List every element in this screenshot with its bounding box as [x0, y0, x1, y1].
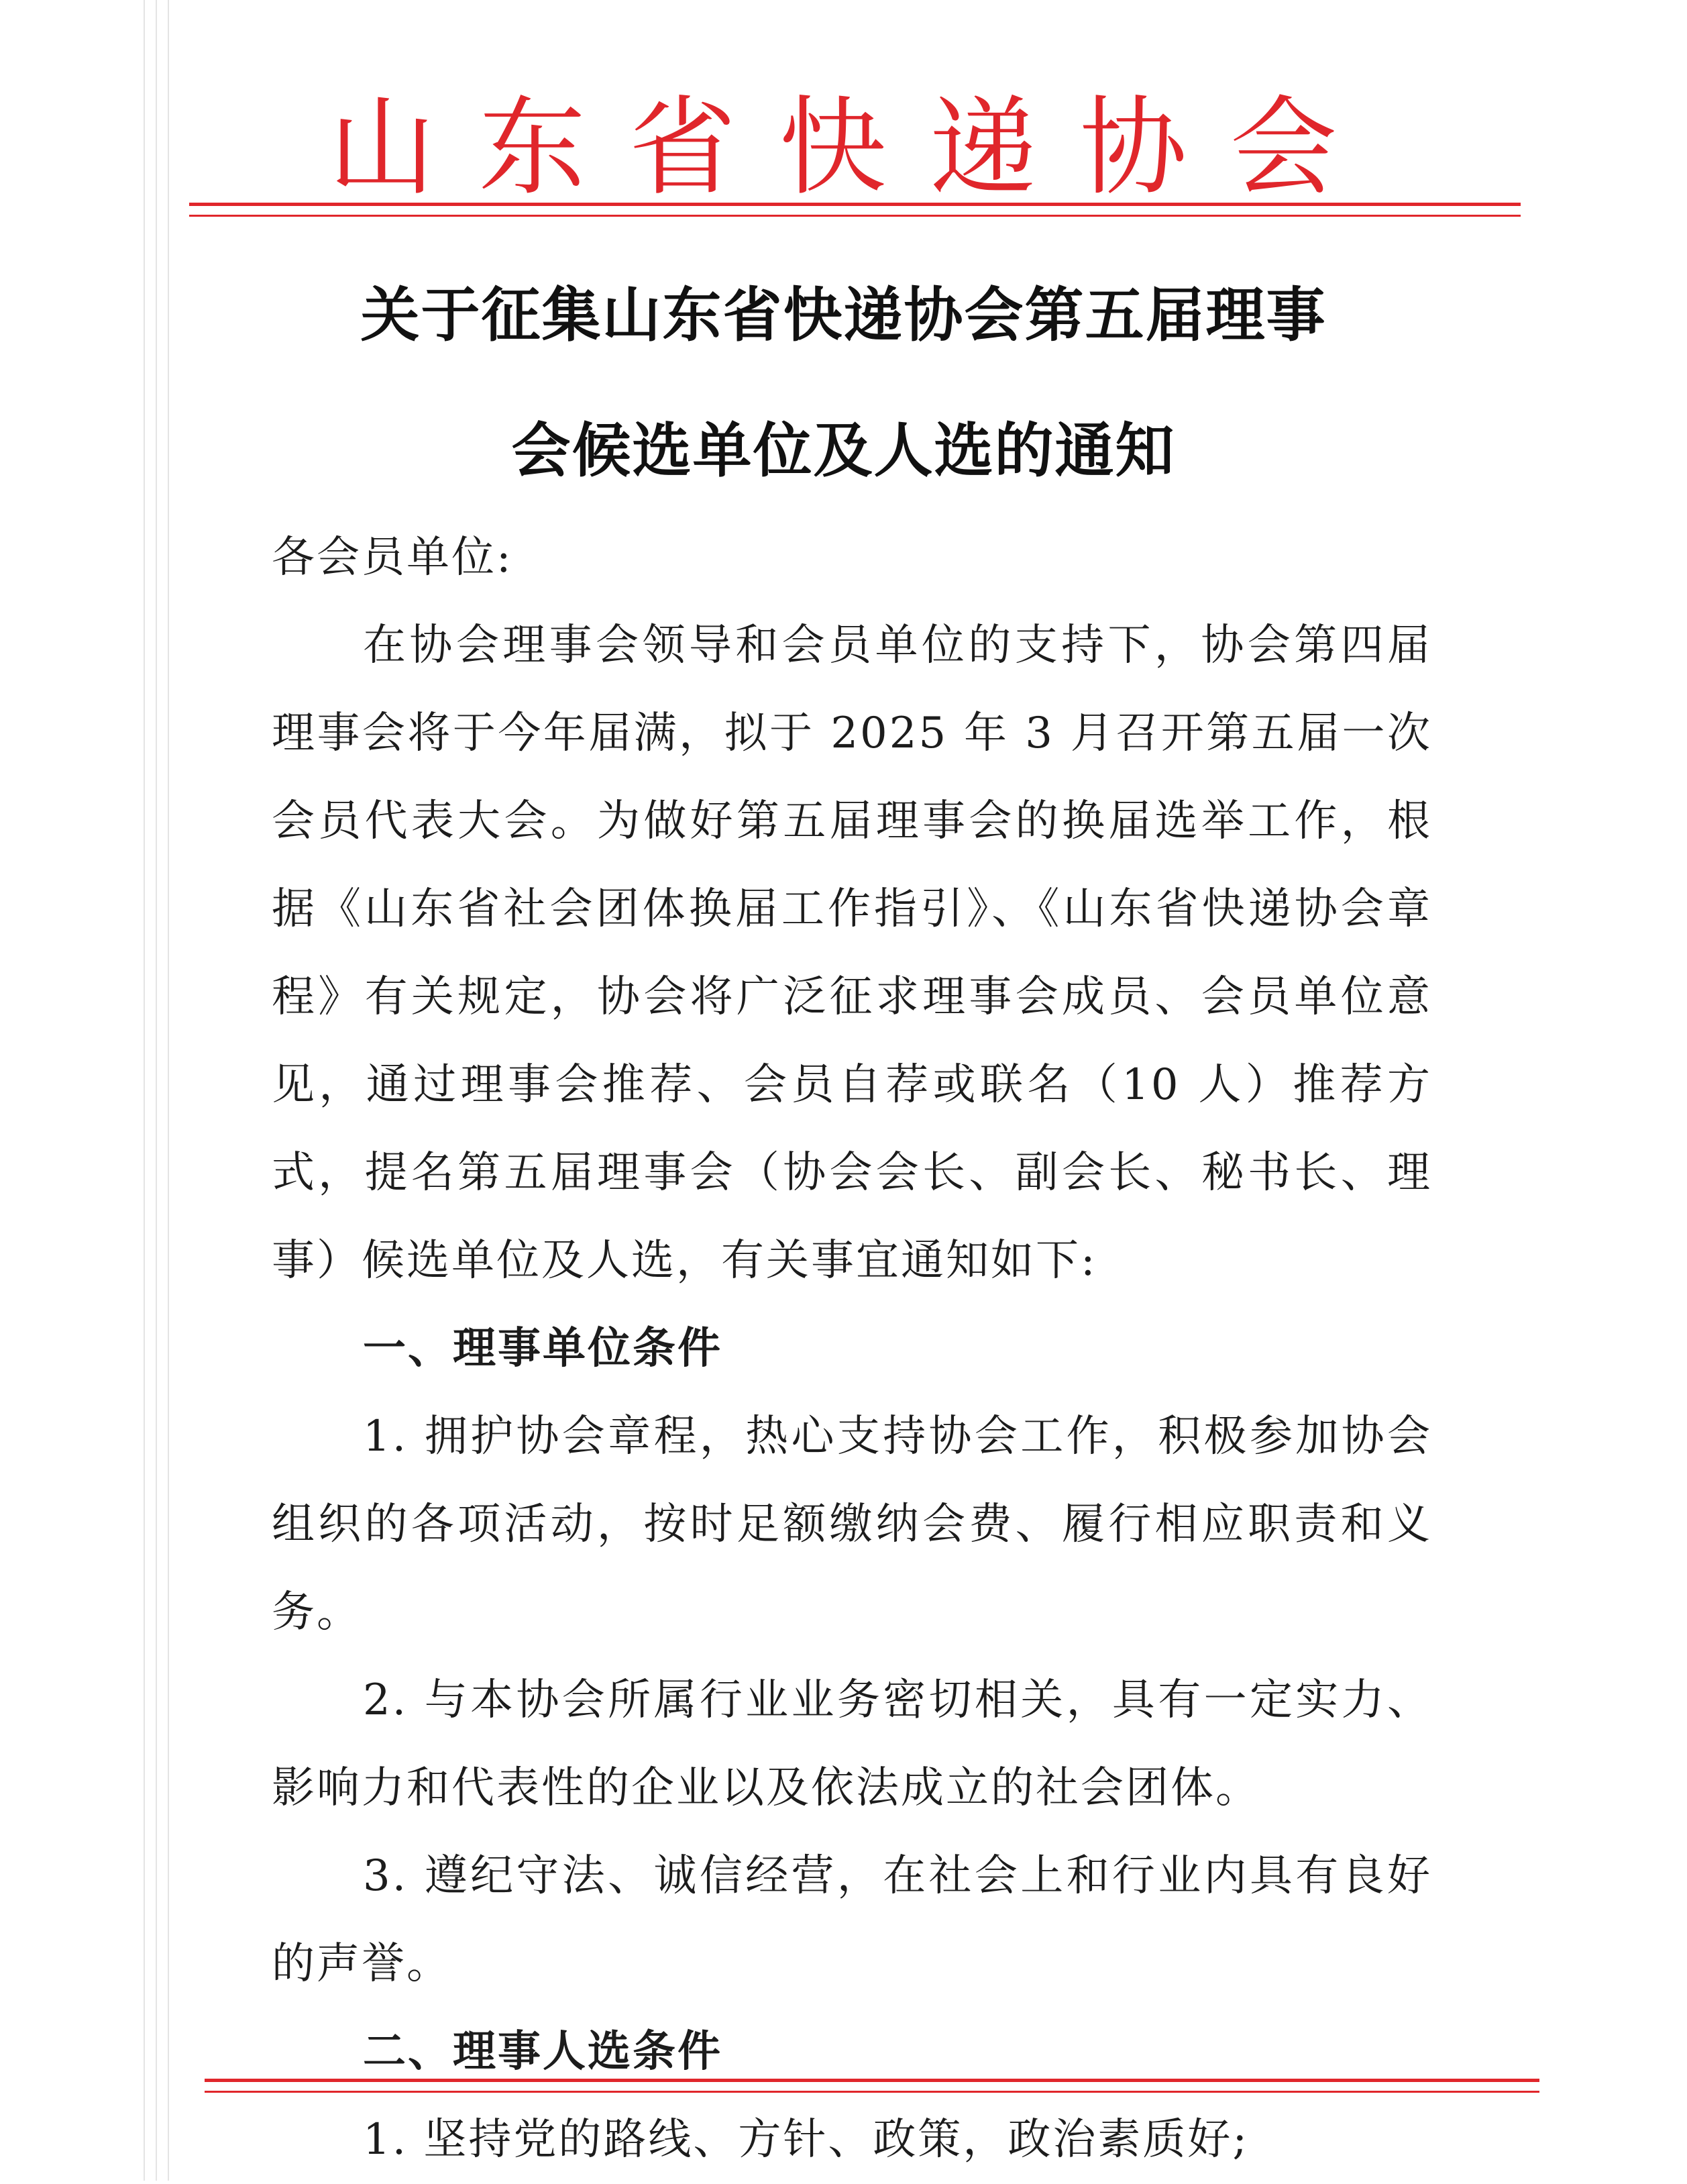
footer-red-rule-thin	[205, 2091, 1539, 2093]
section-heading-2: 二、理事人选条件	[363, 2027, 722, 2077]
section1-item-2: 2. 与本协会所属行业业务密切相关，具有一定实力、影响力和代表性的企业以及依法成立的社会团体。	[272, 1675, 1432, 1813]
header-red-rule-thin	[189, 215, 1521, 217]
document-title-line-1: 关于征集山东省快递协会第五届理事	[360, 280, 1327, 350]
section-heading-1: 一、理事单位条件	[363, 1324, 722, 1373]
header-red-rule	[189, 203, 1521, 206]
section1-item-3: 3. 遵纪守法、诚信经营，在社会上和行业内具有良好的声誉。	[272, 1851, 1432, 1989]
footer-red-rule	[205, 2079, 1539, 2082]
document-body	[272, 514, 1432, 2184]
organization-letterhead: 山东省快递协会	[328, 85, 1380, 210]
section1-item-1: 1. 拥护协会章程，热心支持协会工作，积极参加协会组织的各项活动，按时足额缴纳会费、履行相应职责和义务。	[272, 1412, 1432, 1637]
document-title-line-2: 会候选单位及人选的通知	[511, 416, 1176, 485]
salutation: 各会员单位:	[272, 533, 513, 582]
section2-item-1: 1. 坚持党的路线、方针、政策，政治素质好;	[363, 2115, 1249, 2165]
intro-paragraph: 在协会理事会领导和会员单位的支持下，协会第四届理事会将于今年届满，拟于 2025 年 3 月召开第五届一次会员代表大会。为做好第五届理事会的换届选举工作，根据《山东省社会团体换届工作指引》、《山东省快递协会章程》有关规定，协会将广泛征求理事会成员、会员单位意见，通过理事会推荐、会员自荐或联名（10 人）推荐方式，提名第五届理事会（协会会长、副会长、秘书长、理事）候选单位及人选，有关事宜通知如下:	[272, 621, 1432, 1286]
